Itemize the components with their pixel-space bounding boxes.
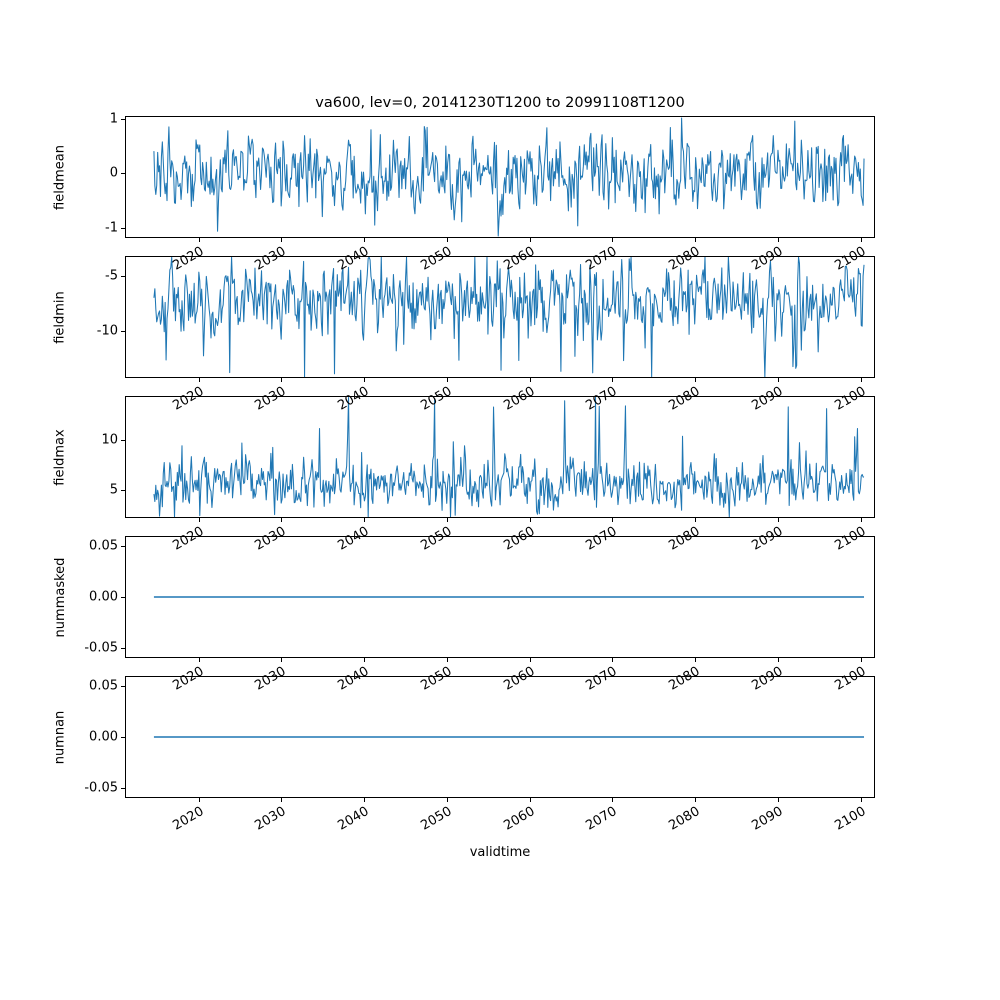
xtick-label-nummasked: 2070: [583, 664, 620, 694]
ytick-mark-nummasked: [121, 597, 125, 598]
xtick-label-fieldmean: 2070: [583, 244, 620, 274]
xtick-label-fieldmin: 2050: [418, 384, 455, 414]
ylabel-numnan: numnan: [52, 710, 68, 765]
ytick-label-nummasked: 0.05: [89, 538, 118, 554]
xtick-mark-fieldmax: [364, 518, 365, 522]
xtick-mark-nummasked: [447, 658, 448, 662]
xtick-mark-numnan: [612, 798, 613, 802]
xtick-label-numnan: 2060: [501, 804, 538, 834]
ytick-mark-numnan: [121, 788, 125, 789]
xtick-label-numnan: 2050: [418, 804, 455, 834]
ytick-mark-nummasked: [121, 648, 125, 649]
xtick-mark-fieldmean: [695, 238, 696, 242]
xtick-mark-numnan: [364, 798, 365, 802]
xtick-label-numnan: 2100: [832, 804, 869, 834]
xtick-label-fieldmean: 2100: [832, 244, 869, 274]
xtick-mark-numnan: [447, 798, 448, 802]
xtick-label-fieldmean: 2030: [252, 244, 289, 274]
xtick-label-fieldmax: 2020: [169, 524, 207, 554]
fieldmax-plot-line: [126, 397, 874, 517]
xtick-label-fieldmean: 2050: [418, 244, 455, 274]
xtick-label-nummasked: 2020: [169, 664, 207, 694]
ytick-mark-fieldmean: [121, 119, 125, 120]
xtick-mark-fieldmax: [281, 518, 282, 522]
xtick-label-fieldmean: 2020: [169, 244, 207, 274]
xtick-mark-fieldmean: [861, 238, 862, 242]
xtick-mark-fieldmean: [612, 238, 613, 242]
xtick-label-fieldmin: 2020: [169, 384, 207, 414]
xtick-mark-numnan: [199, 798, 200, 802]
xtick-label-fieldmax: 2030: [252, 524, 289, 554]
xtick-label-fieldmax: 2080: [666, 524, 703, 554]
ytick-mark-fieldmean: [121, 228, 125, 229]
xtick-mark-nummasked: [695, 658, 696, 662]
xtick-label-numnan: 2080: [666, 804, 703, 834]
subplot-fieldmin: [125, 256, 875, 378]
xtick-mark-fieldmax: [612, 518, 613, 522]
ytick-label-numnan: -0.05: [84, 780, 118, 796]
ytick-mark-fieldmin: [121, 331, 125, 332]
ytick-label-fieldmin: -5: [105, 268, 118, 284]
xtick-mark-fieldmean: [778, 238, 779, 242]
xtick-label-fieldmax: 2070: [583, 524, 620, 554]
xtick-mark-fieldmean: [530, 238, 531, 242]
fieldmin-plot-line: [126, 257, 874, 377]
xtick-label-nummasked: 2100: [832, 664, 869, 694]
xtick-mark-numnan: [530, 798, 531, 802]
ylabel-fieldmin: fieldmin: [52, 291, 68, 344]
xtick-mark-nummasked: [530, 658, 531, 662]
xtick-label-fieldmin: 2070: [583, 384, 620, 414]
subplot-numnan: [125, 676, 875, 798]
xtick-label-fieldmean: 2090: [749, 244, 786, 274]
xtick-label-numnan: 2090: [749, 804, 786, 834]
subplot-fieldmax: [125, 396, 875, 518]
xtick-label-fieldmin: 2040: [335, 384, 372, 414]
xtick-mark-nummasked: [281, 658, 282, 662]
xtick-label-fieldmin: 2090: [749, 384, 786, 414]
xtick-mark-numnan: [695, 798, 696, 802]
xtick-label-fieldmax: 2100: [832, 524, 869, 554]
xtick-mark-fieldmin: [861, 378, 862, 382]
xtick-mark-nummasked: [778, 658, 779, 662]
xtick-label-fieldmax: 2040: [335, 524, 372, 554]
ytick-mark-numnan: [121, 737, 125, 738]
xlabel: validtime: [469, 845, 531, 860]
ytick-label-fieldmax: 5: [109, 482, 118, 498]
xtick-label-fieldmean: 2060: [501, 244, 538, 274]
nummasked-plot-line: [126, 537, 874, 657]
ylabel-fieldmax: fieldmax: [52, 429, 68, 486]
xtick-mark-numnan: [281, 798, 282, 802]
xtick-mark-fieldmax: [447, 518, 448, 522]
ytick-label-fieldmin: -10: [96, 323, 118, 339]
xtick-label-fieldmax: 2050: [418, 524, 455, 554]
ytick-mark-fieldmin: [121, 276, 125, 277]
xtick-label-numnan: 2070: [583, 804, 620, 834]
xtick-mark-fieldmax: [695, 518, 696, 522]
xtick-label-fieldmin: 2100: [832, 384, 869, 414]
ytick-label-nummasked: -0.05: [84, 640, 118, 656]
xtick-label-fieldmean: 2080: [666, 244, 703, 274]
ylabel-fieldmean: fieldmean: [52, 145, 68, 210]
xtick-mark-fieldmax: [778, 518, 779, 522]
xtick-mark-fieldmin: [778, 378, 779, 382]
ytick-mark-fieldmean: [121, 173, 125, 174]
xtick-label-nummasked: 2030: [252, 664, 289, 694]
xtick-label-nummasked: 2090: [749, 664, 786, 694]
subplot-nummasked: [125, 536, 875, 658]
xtick-mark-fieldmean: [199, 238, 200, 242]
xtick-mark-fieldmin: [612, 378, 613, 382]
xtick-label-nummasked: 2060: [501, 664, 538, 694]
xtick-mark-fieldmin: [530, 378, 531, 382]
xtick-label-fieldmean: 2040: [335, 244, 372, 274]
xtick-mark-numnan: [861, 798, 862, 802]
xtick-label-nummasked: 2040: [335, 664, 372, 694]
xtick-label-fieldmin: 2030: [252, 384, 289, 414]
fieldmean-plot-line: [126, 117, 874, 237]
ytick-mark-fieldmax: [121, 490, 125, 491]
xtick-label-fieldmax: 2090: [749, 524, 786, 554]
xtick-mark-fieldmean: [281, 238, 282, 242]
xtick-label-fieldmin: 2060: [501, 384, 538, 414]
ytick-label-fieldmax: 10: [101, 432, 118, 448]
xtick-mark-fieldmax: [530, 518, 531, 522]
chart-title: va600, lev=0, 20141230T1200 to 20991108T1200: [315, 95, 685, 111]
xtick-mark-fieldmax: [861, 518, 862, 522]
xtick-label-numnan: 2040: [335, 804, 372, 834]
numnan-plot-line: [126, 677, 874, 797]
xtick-mark-nummasked: [612, 658, 613, 662]
xtick-mark-fieldmean: [447, 238, 448, 242]
ytick-mark-numnan: [121, 686, 125, 687]
subplot-fieldmean: [125, 116, 875, 238]
ytick-label-fieldmean: 1: [109, 111, 118, 127]
xtick-label-numnan: 2030: [252, 804, 289, 834]
xtick-label-fieldmax: 2060: [501, 524, 538, 554]
xtick-mark-fieldmax: [199, 518, 200, 522]
xtick-label-numnan: 2020: [169, 804, 207, 834]
xtick-mark-nummasked: [364, 658, 365, 662]
ytick-label-nummasked: 0.00: [89, 589, 118, 605]
xtick-mark-numnan: [778, 798, 779, 802]
ytick-mark-fieldmax: [121, 440, 125, 441]
xtick-mark-fieldmin: [695, 378, 696, 382]
ytick-mark-nummasked: [121, 546, 125, 547]
ylabel-nummasked: nummasked: [53, 557, 68, 638]
xtick-mark-fieldmean: [364, 238, 365, 242]
xtick-mark-nummasked: [199, 658, 200, 662]
xtick-mark-fieldmin: [281, 378, 282, 382]
xtick-mark-nummasked: [861, 658, 862, 662]
ytick-label-fieldmean: -1: [105, 220, 118, 236]
ytick-label-fieldmean: 0: [109, 165, 118, 181]
ytick-label-numnan: 0.00: [89, 729, 118, 745]
xtick-label-nummasked: 2050: [418, 664, 455, 694]
xtick-mark-fieldmin: [364, 378, 365, 382]
xtick-label-fieldmin: 2080: [666, 384, 703, 414]
ytick-label-numnan: 0.05: [89, 678, 118, 694]
xtick-label-nummasked: 2080: [666, 664, 703, 694]
xtick-mark-fieldmin: [199, 378, 200, 382]
xtick-mark-fieldmin: [447, 378, 448, 382]
